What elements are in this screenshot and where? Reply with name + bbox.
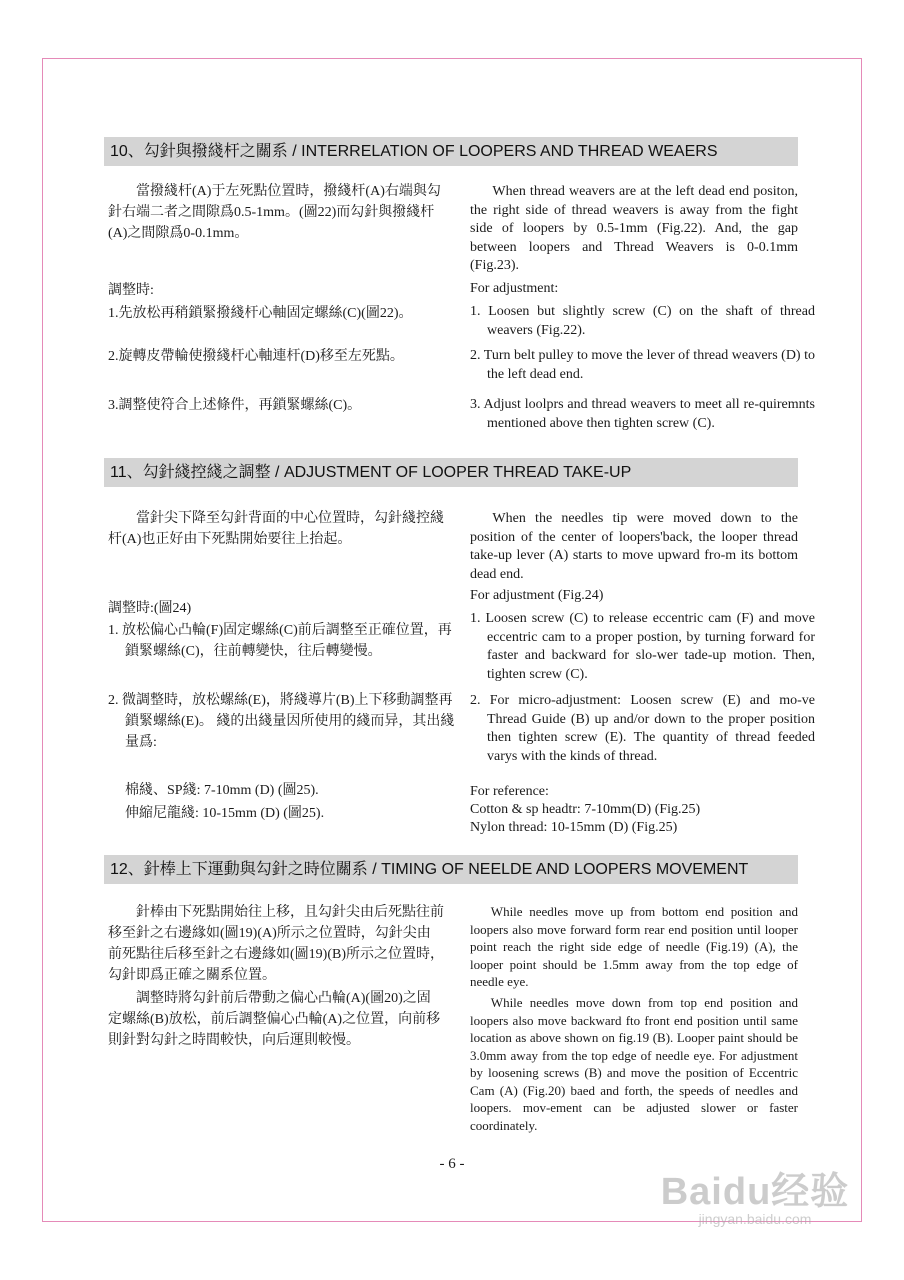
s11-zh-step-1: 1. 放松偏心凸輪(F)固定螺絲(C)前后調整至正確位置，再鎖緊螺絲(C)，往前轉變快，往后轉變慢。 — [108, 623, 452, 659]
s10-en-step-2: 2. Turn belt pulley to move the lever of thread weavers (D) to the left dead end. — [470, 348, 815, 382]
s11-zh-intro: 當針尖下降至勾針背面的中心位置時，勾針綫控綫杆(A)也正好由下死點開始要往上抬起。 — [108, 511, 444, 547]
s10-en-step-3: 3. Adjust loolprs and thread weavers to meet all re-quiremnts mentioned above then tighten screw (C). — [470, 397, 815, 431]
s12-en-para-1: While needles move up from bottom end position and loopers also move forward form rear end position until looper point reach the right side edge of needle (Fig.19) (A), the looper point should be 1.5mm away from the top edge of needle eye. — [470, 904, 798, 989]
baidu-watermark — [640, 1160, 870, 1227]
s11-en-ref-1: Cotton & sp headtr: 7-10mm(D) (Fig.25) — [470, 802, 701, 817]
s11-en-step-2: 2. For micro-adjustment: Loosen screw (E) and mo-ve Thread Guide (B) up and/or down to the proper position then tighten screw (E). The quantity of thread feeded varys with the kinds of thread. — [470, 693, 815, 764]
s10-zh-step-3: 3.調整使符合上述條件，再鎖緊螺絲(C)。 — [108, 398, 362, 413]
section-12-heading: 12、針棒上下運動與勾針之時位關系 / TIMING OF NEELDE AND LOOPERS MOVEMENT — [104, 855, 798, 884]
s11-en-ref-label: For reference: — [470, 784, 549, 799]
s11-zh-step-2: 2. 微調整時，放松螺絲(E)，將綫導片(B)上下移動調整再鎖緊螺絲(E)。 綫的出綫量因所使用的綫而异，其出綫量爲: — [108, 693, 455, 750]
s10-zh-intro: 當撥綫杆(A)于左死點位置時，撥綫杆(A)右端與勾針右端二者之間隙爲0.5-1mm。(圖22)而勾針與撥綫杆(A)之間隙爲0-0.1mm。 — [108, 184, 441, 241]
watermark-logo: Baidu经验 — [660, 1171, 850, 1213]
page-number: - 6 - — [439, 1156, 465, 1172]
s10-en-intro: When thread weavers are at the left dead end positon, the right side of thread weavers is away from the fight side of loopers by 0.5-1mm (Fig.22). And, the gap between loopers and Thread Weavers is 0-0.1mm (Fig.23). — [470, 184, 798, 273]
s11-en-step-1: 1. Loosen screw (C) to release eccentric cam (F) and move eccentric cam to a proper postion, by turning forward for faster and backward for slo-wer tade-up motion. Then, tighten screw (C). — [470, 611, 815, 682]
s11-en-ref-2: Nylon thread: 10-15mm (D) (Fig.25) — [470, 820, 678, 835]
s10-zh-adjust-label: 調整時: — [108, 283, 154, 298]
s11-zh-ref-2: 伸縮尼龍綫: 10-15mm (D) (圖25). — [125, 806, 325, 821]
s11-en-intro: When the needles tip were moved down to the position of the center of loopers'back, the looper thread take-up lever (A) starts to move upward fro-m its bottom dead end. — [470, 511, 798, 582]
s11-en-adjust-label: For adjustment (Fig.24) — [470, 588, 604, 603]
s12-zh-para-1: 針棒由下死點開始往上移，且勾針尖由后死點往前移至針之右邊緣如(圖19)(A)所示之位置時，勾針尖由前死點往后移至針之右邊緣如(圖19)(B)所示之位置時，勾針即爲正確之關系位置。 — [108, 905, 444, 983]
s10-zh-step-1: 1.先放松再稍鎖緊撥綫杆心軸固定螺絲(C)(圖22)。 — [108, 306, 413, 321]
s10-en-step-1: 1. Loosen but slightly screw (C) on the shaft of thread weavers (Fig.22). — [470, 304, 815, 338]
s11-zh-ref-1: 棉綫、SP綫: 7-10mm (D) (圖25). — [125, 783, 319, 798]
s10-en-adjust-label: For adjustment: — [470, 281, 559, 296]
section-11-heading: 11、勾針綫控綫之調整 / ADJUSTMENT OF LOOPER THREAD TAKE-UP — [104, 458, 798, 487]
watermark-url: jingyan.baidu.com — [698, 1211, 812, 1227]
s11-zh-adjust-label: 調整時:(圖24) — [108, 601, 192, 616]
s10-zh-step-2: 2.旋轉皮帶輪使撥綫杆心軸連杆(D)移至左死點。 — [108, 349, 404, 364]
section-10-heading: 10、勾針與撥綫杆之關系 / INTERRELATION OF LOOPERS AND THREAD WEAERS — [104, 137, 798, 166]
s12-en-para-2: While needles move down from top end position and loopers also move backward fto front end position until same location as above shown on fig.19 (B). Looper paint should be 3.0mm away from the top edge of needle eye. For adjustment by loosening screws (B) and move the position of Eccentric Cam (A) (Fig.20) baed and forth, the speeds of needles and loopers. mov-ement can be adjusted slower or faster coordinately. — [470, 995, 798, 1133]
s12-zh-para-2: 調整時將勾針前后帶動之偏心凸輪(A)(圖20)之固定螺絲(B)放松，前后調整偏心凸輪(A)之位置，向前移則針對勾針之時間較快，向后運則較慢。 — [108, 991, 441, 1048]
